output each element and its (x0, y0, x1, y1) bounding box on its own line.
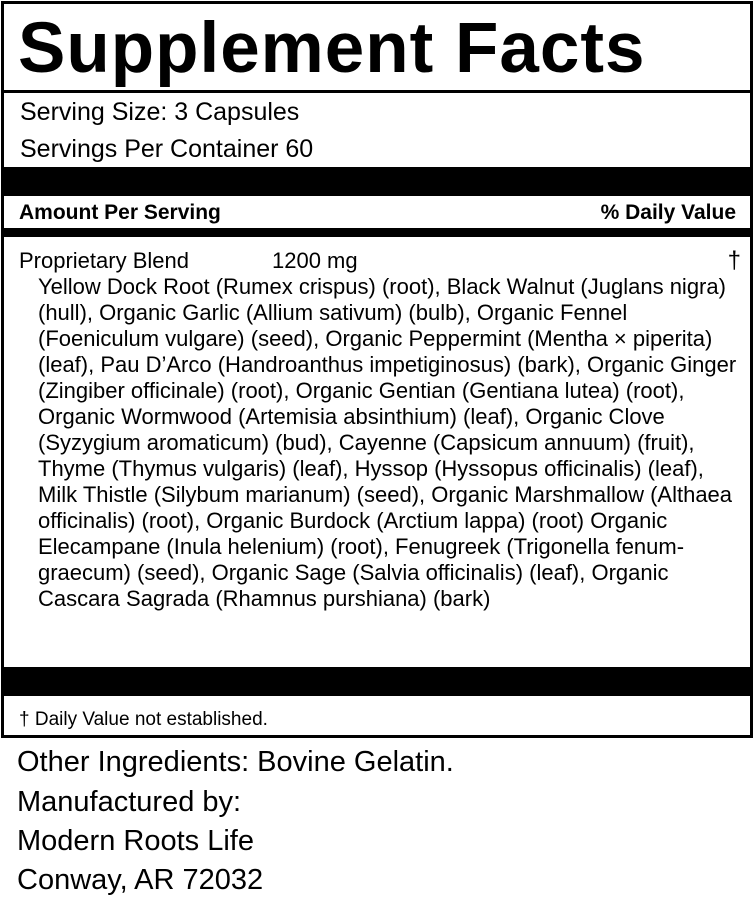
thick-divider-bottom (4, 667, 750, 696)
proprietary-blend-row (19, 247, 741, 275)
column-header-row (4, 196, 750, 228)
other-ingredients: Other Ingredients: Bovine Gelatin. (17, 746, 454, 778)
daily-value-footnote: † Daily Value not established. (19, 709, 268, 730)
blend-name: Proprietary Blend (19, 248, 189, 273)
manufactured-by-label: Manufactured by: (17, 786, 242, 818)
panel-title: Supplement Facts (18, 9, 646, 88)
thick-divider-top (4, 167, 750, 196)
title-divider (4, 90, 750, 93)
amount-per-serving-header: Amount Per Serving (19, 201, 221, 224)
servings-per-container: Servings Per Container 60 (20, 135, 314, 163)
blend-ingredients-list: Yellow Dock Root (Rumex crispus) (root), Black Walnut (Juglans nigra) (hull), Organic Garlic (Allium sativum) (bulb), Organic Fennel (Foeniculum vulgare) (seed), Organic Peppermint (Mentha × piperita) (leaf), Pau D’Arco (Handroanthus impetiginosus) (bark), Organic Ginger (Zingiber officinale) (root), Organic Gentian (Gentiana lutea) (root), Organic Wormwood (Artemisia absinthium) (leaf), Organic Clove (Syzygium aromaticum) (bud), Cayenne (Capsicum annuum) (fruit), Thyme (Thymus vulgaris) (leaf), Hyssop (Hyssopus officinalis) (leaf), Milk Thistle (Silybum marianum) (seed), Organic Marshmallow (Althaea officinalis) (root), Organic Burdock (Arctium lappa) (root) Organic Elecampane (Inula helenium) (root), Fenugreek (Trigonella fenum-graecum) (seed), Organic Sage (Salvia officinalis) (leaf), Organic Cascara Sagrada (Rhamnus purshiana) (bark) (38, 274, 737, 611)
daily-value-header: % Daily Value (600, 201, 736, 224)
supplement-facts-panel (1, 1, 753, 738)
blend-amount: 1200 mg (272, 248, 358, 273)
blend-daily-value-dagger: † (727, 247, 741, 274)
manufacturer-address: Conway, AR 72032 (17, 864, 264, 896)
manufacturer-name: Modern Roots Life (17, 825, 254, 857)
medium-divider (4, 228, 750, 237)
serving-size: Serving Size: 3 Capsules (20, 98, 300, 126)
